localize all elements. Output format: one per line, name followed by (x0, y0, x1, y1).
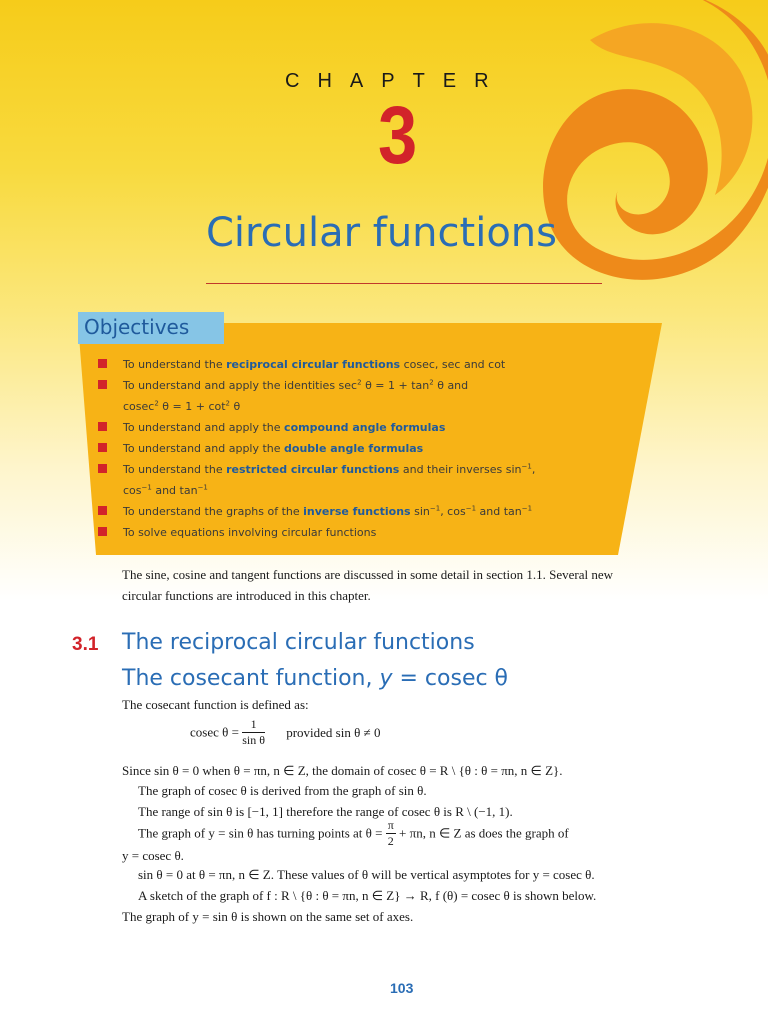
fraction: $\frac{\pi}{2}$ (387, 818, 394, 848)
objective-item-continued: cosec$^2$ $\theta = 1 + \cot^2 \theta$ (123, 399, 241, 413)
turning-points-continued: y = cosec θ. (122, 848, 184, 863)
objective-item-continued: $\cos^{-1}$ and $\tan^{-1}$ (123, 483, 208, 497)
subsection-title: The cosecant function, y = cosec θ (122, 666, 509, 691)
intro-paragraph: The sine, cosine and tangent functions are discussed in some detail in section 1.1. Several new circular functions are introduced in this chapter. (122, 567, 613, 603)
fraction: $\frac{1}{\text{sin θ}}$ (242, 717, 265, 747)
domain-text: Since sin θ = 0 when θ = πn, n ∈ Z, the domain of cosec θ = R \ {θ : θ = πn, n ∈ Z}. (122, 763, 563, 778)
objective-item: To understand the graphs of the inverse functions $\sin^{-1}$, $\cos^{-1}$ and $\tan^{-1}$ (98, 501, 535, 522)
bullet-square-icon (98, 422, 107, 431)
bullet-square-icon (98, 464, 107, 473)
bullet-square-icon (98, 527, 107, 536)
same-axes-text: The graph of y = sin θ is shown on the same set of axes. (122, 909, 414, 924)
bullet-square-icon (98, 380, 107, 389)
cosec-definition-formula: cosec θ = $\frac{1}{\text{sin θ}}$ provided sin θ ≠ 0 (190, 717, 381, 747)
objectives-heading-text: Objectives (84, 315, 190, 339)
bullet-square-icon (98, 443, 107, 452)
bullet-square-icon (98, 506, 107, 515)
objective-item: To understand the reciprocal circular functions cosec, sec and cot (98, 354, 535, 375)
range-text: The range of sin θ is [−1, 1] therefore the range of cosec θ is R \ (−1, 1). (138, 804, 513, 819)
section-title: The reciprocal circular functions (122, 630, 475, 655)
swirl-decoration (470, 0, 768, 340)
chapter-number: 3 (378, 90, 418, 181)
objective-item: To understand the restricted circular functions and their inverses $\sin^{-1}$, (98, 459, 535, 480)
objective-item: To solve equations involving circular functions (98, 522, 535, 543)
definition-intro: The cosecant function is defined as: (122, 697, 309, 712)
asymptotes-text: sin θ = 0 at θ = πn, n ∈ Z. These values of θ will be vertical asymptotes for y = cosec θ. (138, 867, 595, 882)
chapter-label: CHAPTER (285, 70, 507, 92)
bullet-square-icon (98, 359, 107, 368)
objectives-heading (78, 312, 224, 344)
derived-text: The graph of cosec θ is derived from the graph of sin θ. (138, 783, 427, 798)
objectives-list (98, 354, 535, 543)
title-divider (206, 283, 602, 284)
sketch-text: A sketch of the graph of f : R \ {θ : θ = πn, n ∈ Z} → R, f (θ) = cosec θ is shown below. (138, 888, 597, 903)
chapter-title: Circular functions (206, 210, 557, 256)
objective-item: To understand and apply the double angle formulas (98, 438, 535, 459)
objective-item: To understand and apply the compound angle formulas (98, 417, 535, 438)
page-number: 103 (390, 980, 414, 996)
objective-item: To understand and apply the identities $\sec^2 \theta = 1 + \tan^2 \theta$ and (98, 375, 535, 396)
turning-points-text: The graph of y = sin θ has turning points at θ = $\frac{\pi}{2}$ + πn, n ∈ Z as does the graph of (138, 818, 569, 848)
section-number: 3.1 (72, 634, 99, 655)
